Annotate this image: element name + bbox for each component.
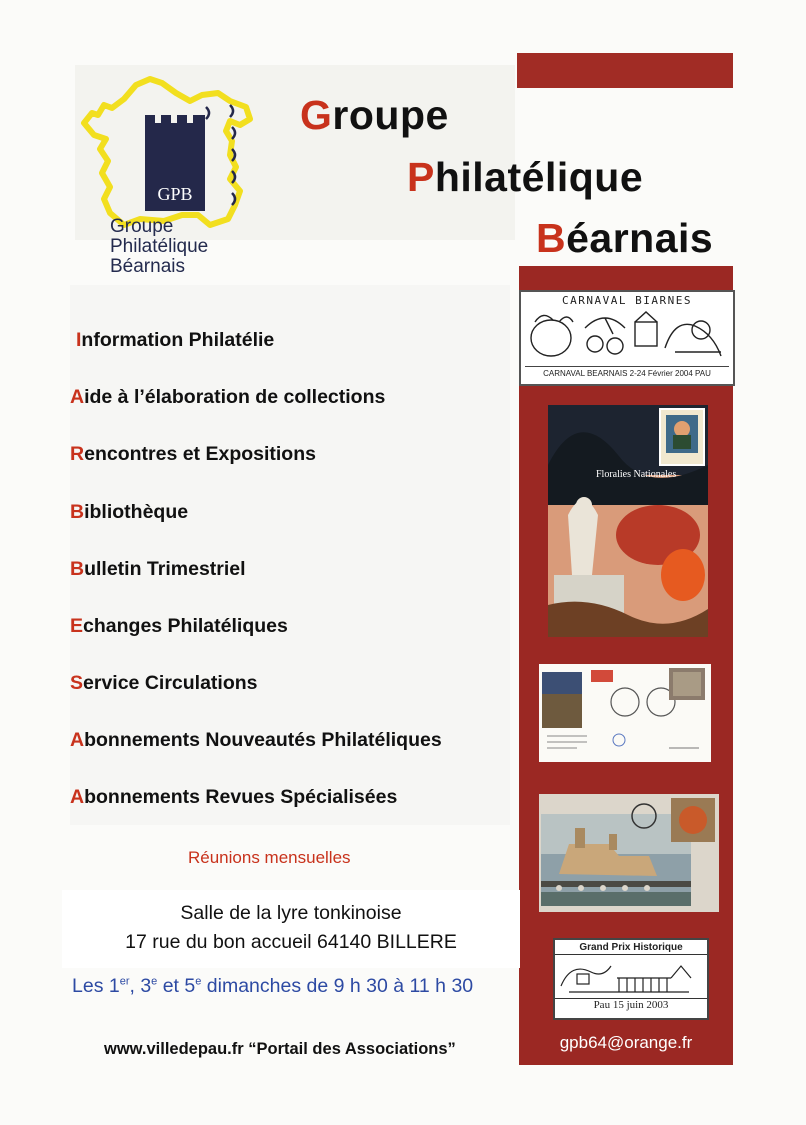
website-link[interactable]: www.villedepau.fr “Portail des Associations” [104, 1040, 456, 1058]
carnaval-drawing [525, 308, 729, 362]
service-item: Bulletin Trimestriel [70, 558, 246, 580]
address-line-2: 17 rue du bon accueil 64140 BILLERE [125, 931, 457, 953]
logo-text-line2: Philatélique [110, 236, 209, 257]
floralies-artwork [548, 405, 708, 637]
stamp-grand-prix [553, 938, 709, 1020]
grand-prix-drawing [559, 956, 703, 996]
stamp-envelope [539, 664, 711, 762]
title-line-groupe: Groupe [300, 92, 449, 138]
envelope-artwork [539, 664, 711, 762]
service-item: Abonnements Nouveautés Philatéliques [70, 729, 442, 751]
meetings-heading: Réunions mensuelles [188, 848, 351, 867]
title-line-bearnais: Béarnais [536, 215, 714, 261]
red-side-column [519, 266, 733, 1065]
title-line-philatelique: Philatélique [407, 154, 644, 200]
address-line-1: Salle de la lyre tonkinoise [180, 902, 402, 924]
service-item: Abonnements Revues Spécialisées [70, 786, 398, 808]
stamp-carnaval-bottom-text: CARNAVAL BEARNAIS 2-24 Février 2004 PAU [525, 366, 729, 378]
service-item: Bibliothèque [70, 501, 189, 523]
stamp-castle [539, 794, 719, 912]
service-item: Echanges Philatéliques [70, 615, 288, 637]
castle-artwork [539, 794, 719, 912]
stamp-floralies-text: Floralies Nationales [596, 469, 677, 480]
stamp-grand-prix-bottom-text: Pau 15 juin 2003 [555, 998, 707, 1011]
stamp-carnaval [519, 290, 735, 386]
service-item: Aide à l’élaboration de collections [70, 386, 386, 408]
stamp-floralies [548, 405, 708, 637]
logo-monogram: GPB [157, 184, 193, 204]
service-item: Information Philatélie [76, 329, 275, 351]
meeting-schedule: Les 1er, 3e et 5e dimanches de 9 h 30 à 11 h 30 [72, 975, 474, 997]
logo-text-line3: Béarnais [110, 256, 185, 277]
stamp-grand-prix-top-text: Grand Prix Historique [555, 942, 707, 955]
red-header-band [517, 53, 733, 88]
email-link[interactable]: gpb64@orange.fr [559, 1033, 693, 1052]
address-box [62, 890, 520, 968]
service-item: Service Circulations [70, 672, 258, 694]
logo-text-line1: Groupe [110, 216, 174, 237]
stamp-carnaval-top-text: CARNAVAL BIARNES [562, 294, 692, 307]
service-item: Rencontres et Expositions [70, 443, 316, 465]
